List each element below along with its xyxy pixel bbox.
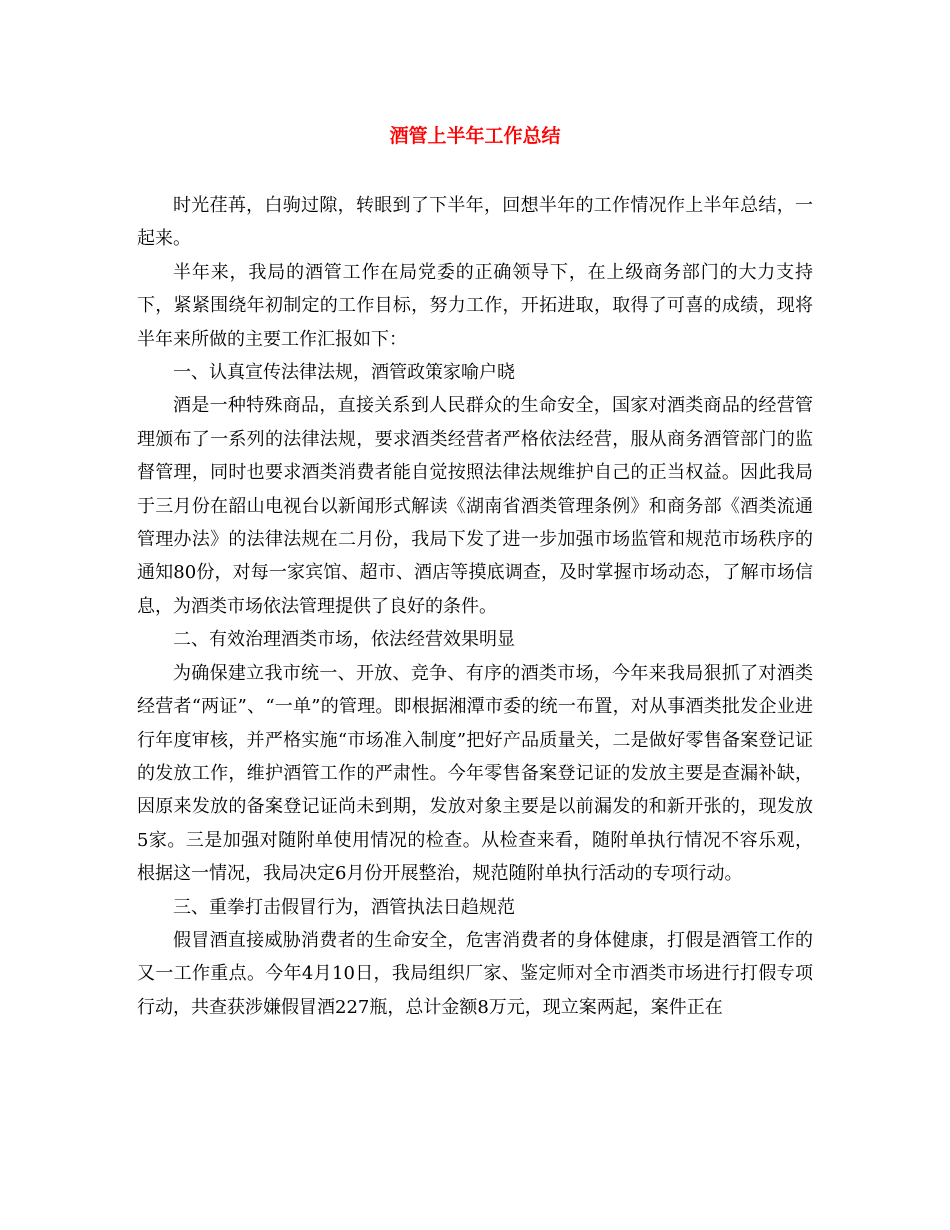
paragraph-overview: 半年来，我局的酒管工作在局党委的正确领导下，在上级商务部门的大力支持下，紧紧围绕年初制定的工作目标，努力工作，开拓进取，取得了可喜的成绩，现将半年来所做的主要工作汇报如下： <box>137 261 813 350</box>
section-heading-2: 二、有效治理酒类市场，依法经营效果明显 <box>173 629 515 651</box>
paragraph-section-3: 假冒酒直接威胁消费者的生命安全，危害消费者的身体健康，打假是酒管工作的又一工作重点。今年4月10日，我局组织厂家、鉴定师对全市酒类市场进行打假专项行动，共查获涉嫌假冒酒227瓶，总计金额8万元，现立案两起，案件正在 <box>137 929 813 1018</box>
paragraph-section-2: 为确保建立我市统一、开放、竞争、有序的酒类市场，今年来我局狠抓了对酒类经营者“两证”、“一单”的管理。即根据湘潭市委的统一布置，对从事酒类批发企业进行年度审核，并严格实施“市场准入制度”把好产品质量关，二是做好零售备案登记证的发放工作，维护酒管工作的严肃性。今年零售备案登记证的发放主要是查漏补缺，因原来发放的备案登记证尚未到期，发放对象主要是以前漏发的和新开张的，现发放5家。三是加强对随附单使用情况的检查。从检查来看，随附单执行情况不容乐观，根据这一情况，我局决定6月份开展整治，规范随附单执行活动的专项行动。 <box>137 662 813 885</box>
document-title: 酒管上半年工作总结 <box>389 125 561 147</box>
paragraph-intro: 时光荏苒，白驹过隙，转眼到了下半年，回想半年的工作情况作上半年总结，一起来。 <box>137 195 813 250</box>
document-body <box>137 189 813 1024</box>
section-heading-1: 一、认真宣传法律法规，酒管政策家喻户晓 <box>173 362 515 384</box>
section-heading-3: 三、重拳打击假冒行为，酒管执法日趋规范 <box>173 896 515 918</box>
paragraph-section-1: 酒是一种特殊商品，直接关系到人民群众的生命安全，国家对酒类商品的经营管理颁布了一系列的法律法规，要求酒类经营者严格依法经营，服从商务酒管部门的监督管理，同时也要求酒类消费者能自觉按照法律法规维护自己的正当权益。因此我局于三月份在韶山电视台以新闻形式解读《湖南省酒类管理条例》和商务部《酒类流通管理办法》的法律法规在二月份，我局下发了进一步加强市场监管和规范市场秩序的通知80份，对每一家宾馆、超市、酒店等摸底调查，及时掌握市场动态，了解市场信息，为酒类市场依法管理提供了良好的条件。 <box>137 395 813 617</box>
